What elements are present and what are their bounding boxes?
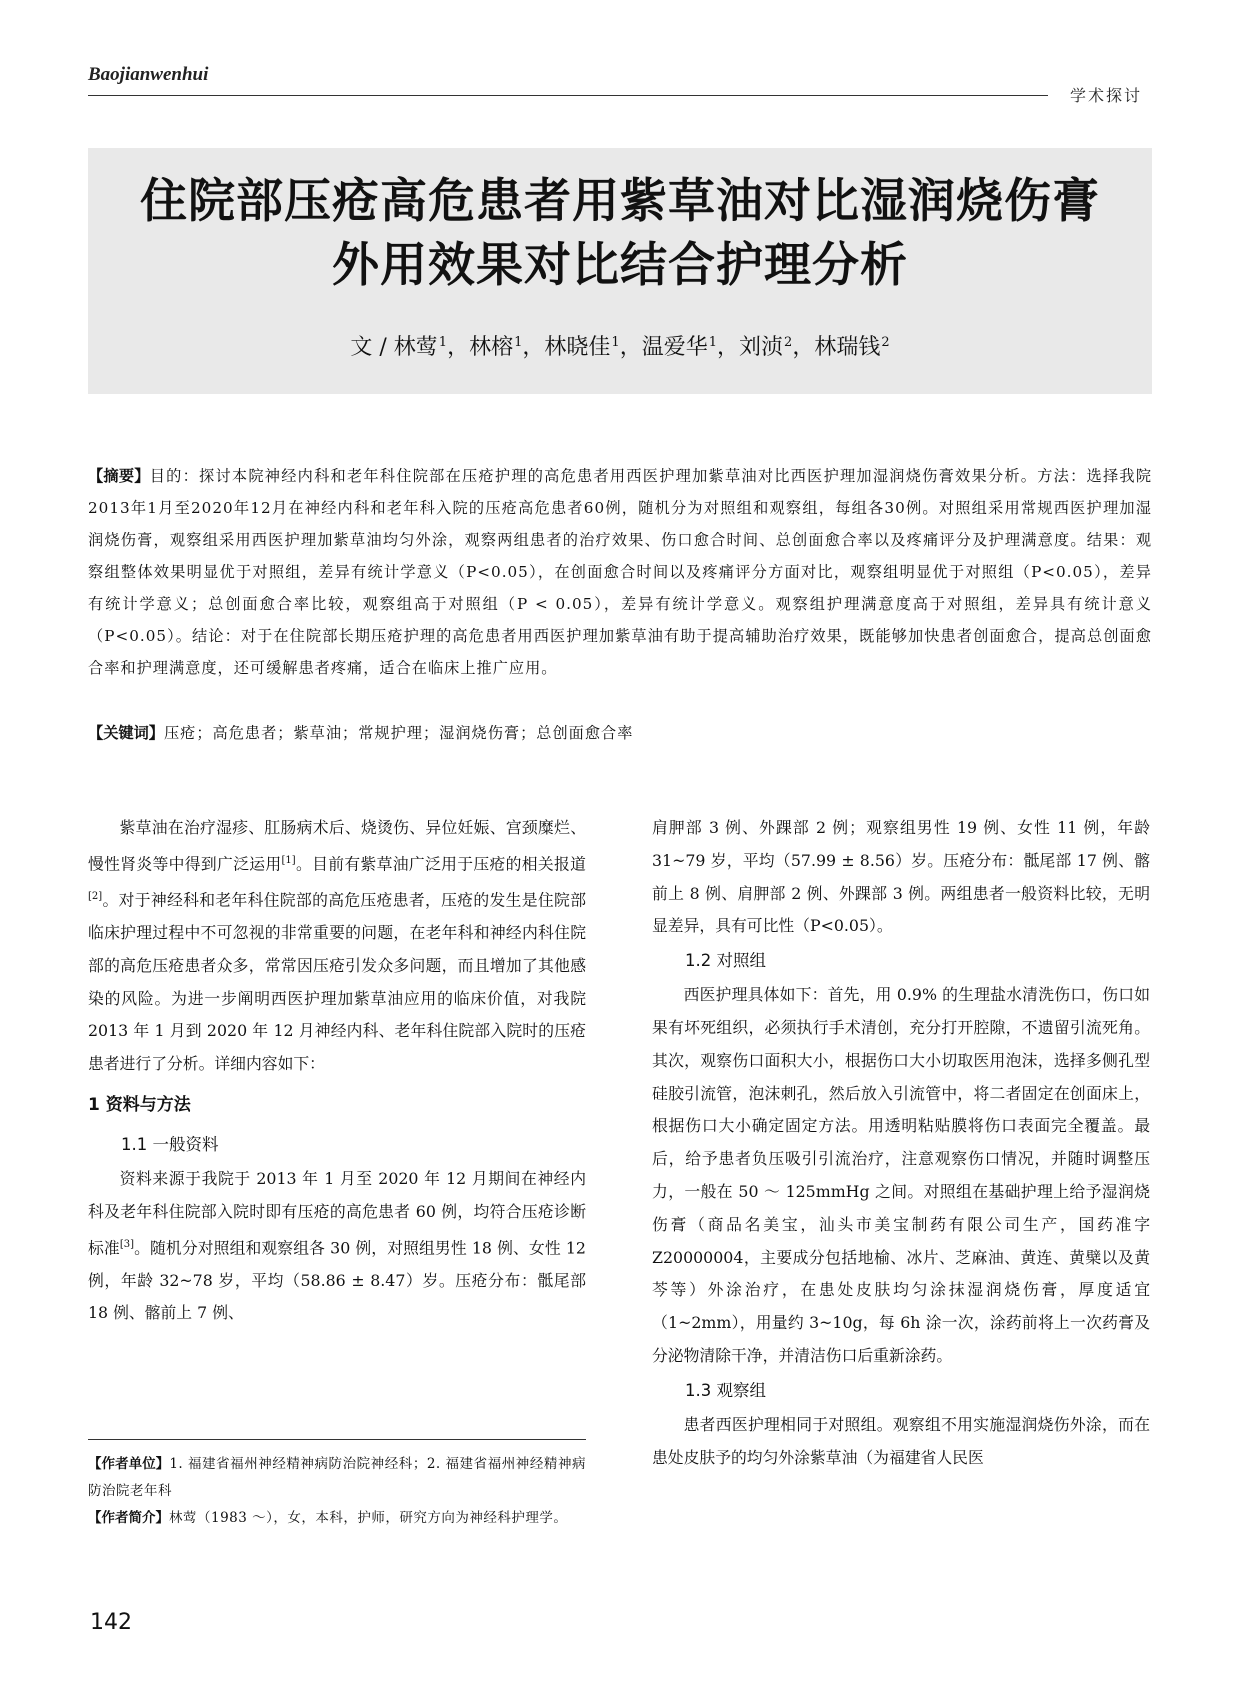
citation: [2]	[88, 890, 103, 902]
author: 林榕	[469, 335, 514, 360]
paragraph: 资料来源于我院于 2013 年 1 月至 2020 年 12 月期间在神经内科及老年科住院部入院时即有压疮的高危患者 60 例，均符合压疮诊断标准[3]。随机分对照组和观察组各 30 例，对照组男性 18 例、女性 12 例，年龄 32~78 岁，平均（58.86 ± 8.47）岁。压疮分布：骶尾部 18 例、髂前上 7 例、	[88, 1168, 586, 1323]
subsection-heading: 1.3 观察组	[685, 1380, 766, 1400]
author: 林瑞钱	[814, 335, 881, 360]
author-affiliation: 2	[784, 334, 793, 350]
author: 温爱华	[641, 335, 708, 360]
author-affiliation: 2	[881, 334, 890, 350]
header-rule	[88, 95, 1048, 96]
abstract-text: 目的：探讨本院神经内科和老年科住院部在压疮护理的高危患者用西医护理加紫草油对比西医护理加湿润烧伤膏效果分析。方法：选择我院2013年1月至2020年12月在神经内科和老年科入院的压疮高危患者60例，随机分为对照组和观察组，每组各30例。对照组采用常规西医护理加湿润烧伤膏，观察组采用西医护理加紫草油均匀外涂，观察两组患者的治疗效果、伤口愈合时间、总创面愈合率以及疼痛评分及护理满意度。结果：观察组整体效果明显优于对照组，差异有统计学意义（P<0.05），在创面愈合时间以及疼痛评分方面对比，观察组明显优于对照组（P<0.05），差异有统计学意义；总创面愈合率比较，观察组高于对照组（P < 0.05），差异有统计学意义。观察组护理满意度高于对照组，差异具有统计意义（P<0.05）。结论：对于在住院部长期压疮护理的高危患者用西医护理加紫草油有助于提高辅助治疗效果，既能够加快患者创面愈合，提高总创面愈合率和护理满意度，还可缓解患者疼痛，适合在临床上推广应用。	[88, 467, 1153, 677]
citation: [3]	[119, 1238, 134, 1250]
author-affiliation: 1	[611, 334, 620, 350]
paragraph: 西医护理具体如下：首先，用 0.9% 的生理盐水清洗伤口，伤口如果有坏死组织，必须执行手术清创，充分打开腔隙，不遗留引流死角。其次，观察伤口面积大小，根据伤口大小切取医用泡沫，选择多侧孔型硅胶引流管，泡沫刺孔，然后放入引流管中，将二者固定在创面床上，根据伤口大小确定固定方法。用透明粘贴膜将伤口表面完全覆盖。最后，给予患者负压吸引引流治疗，注意观察伤口情况，并随时调整压力，一般在 50 ～ 125mmHg 之间。对照组在基础护理上给予湿润烧伤膏（商品名美宝，汕头市美宝制药有限公司生产，国药准字 Z20000004，主要成分包括地榆、冰片、芝麻油、黄连、黄檗以及黄芩等）外涂治疗，在患处皮肤均匀涂抹湿润烧伤膏，厚度适宜（1~2mm），用量约 3~10g，每 6h 涂一次，涂药前将上一次药膏及分泌物清除干净，并清洁伤口后重新涂药。	[652, 985, 1150, 1365]
abstract	[88, 460, 1152, 684]
author-affiliation: 1	[438, 334, 448, 350]
body-column-left	[88, 812, 586, 1330]
section-label: 学术探讨	[1070, 86, 1143, 105]
journal-name: Baojianwenhui	[88, 64, 209, 85]
citation: [1]	[281, 854, 296, 866]
author: 林莺	[393, 335, 438, 360]
abstract-label: 【摘要】	[88, 467, 150, 485]
footnote-rule	[88, 1439, 586, 1440]
article-title	[88, 170, 1152, 298]
page-number: 142	[90, 1610, 132, 1635]
footnote	[88, 1451, 586, 1532]
section-heading: 1 资料与方法	[88, 1094, 191, 1115]
author-unit: 【作者单位】1. 福建省福州神经精神病防治院神经科；2. 福建省福州神经精神病防治院老年科	[88, 1456, 587, 1499]
body-column-right	[652, 812, 1150, 1474]
author-bio: 【作者简介】林莺（1983 ～），女，本科，护师，研究方向为神经科护理学。	[88, 1510, 568, 1526]
title-line-2: 外用效果对比结合护理分析	[332, 238, 908, 293]
author-affiliation: 1	[708, 334, 717, 350]
keywords-label: 【关键词】	[88, 724, 164, 742]
intro-paragraph: 紫草油在治疗湿疹、肛肠病术后、烧烫伤、异位妊娠、宫颈糜烂、慢性肾炎等中得到广泛运用[1]。目前有紫草油广泛用于压疮的相关报道[2]。对于神经科和老年科住院部的高危压疮患者，压疮的发生是住院部临床护理过程中不可忽视的非常重要的问题，在老年科和神经内科住院部的高危压疮患者众多，常常因压疮引发众多问题，而且增加了其他感染的风险。为进一步阐明西医护理加紫草油应用的临床价值，对我院 2013 年 1 月到 2020 年 12 月神经内科、老年科住院部入院时的压疮患者进行了分析。详细内容如下：	[88, 818, 586, 1074]
title-line-1: 住院部压疮高危患者用紫草油对比湿润烧伤膏	[140, 174, 1100, 229]
paragraph: 患者西医护理相同于对照组。观察组不用实施湿润烧伤外涂，而在患处皮肤予的均匀外涂紫草油（为福建省人民医	[652, 1414, 1150, 1467]
subsection-heading: 1.2 对照组	[685, 951, 766, 971]
author-affiliation: 1	[514, 334, 523, 350]
paragraph: 肩胛部 3 例、外踝部 2 例；观察组男性 19 例、女性 11 例，年龄 31~79 岁，平均（57.99 ± 8.56）岁。压疮分布：骶尾部 17 例、髂前上 8 例、肩胛部 2 例、外踝部 3 例。两组患者一般资料比较，无明显差异，具有可比性（P<0.05）。	[652, 818, 1150, 936]
keywords	[88, 717, 1152, 749]
author: 林晓佳	[544, 335, 611, 360]
author-list: 文 / 林莺$^1$，林榕$^1$，林晓佳$^1$，温爱华$^1$，刘浈$^2$，林瑞钱$^2$	[350, 334, 890, 360]
title-block	[88, 148, 1152, 394]
subsection-heading: 1.1 一般资料	[121, 1134, 219, 1154]
keywords-text: 压疮；高危患者；紫草油；常规护理；湿润烧伤膏；总创面愈合率	[163, 724, 634, 742]
author-prefix: 文 /	[350, 335, 394, 360]
author: 刘浈	[739, 335, 784, 360]
